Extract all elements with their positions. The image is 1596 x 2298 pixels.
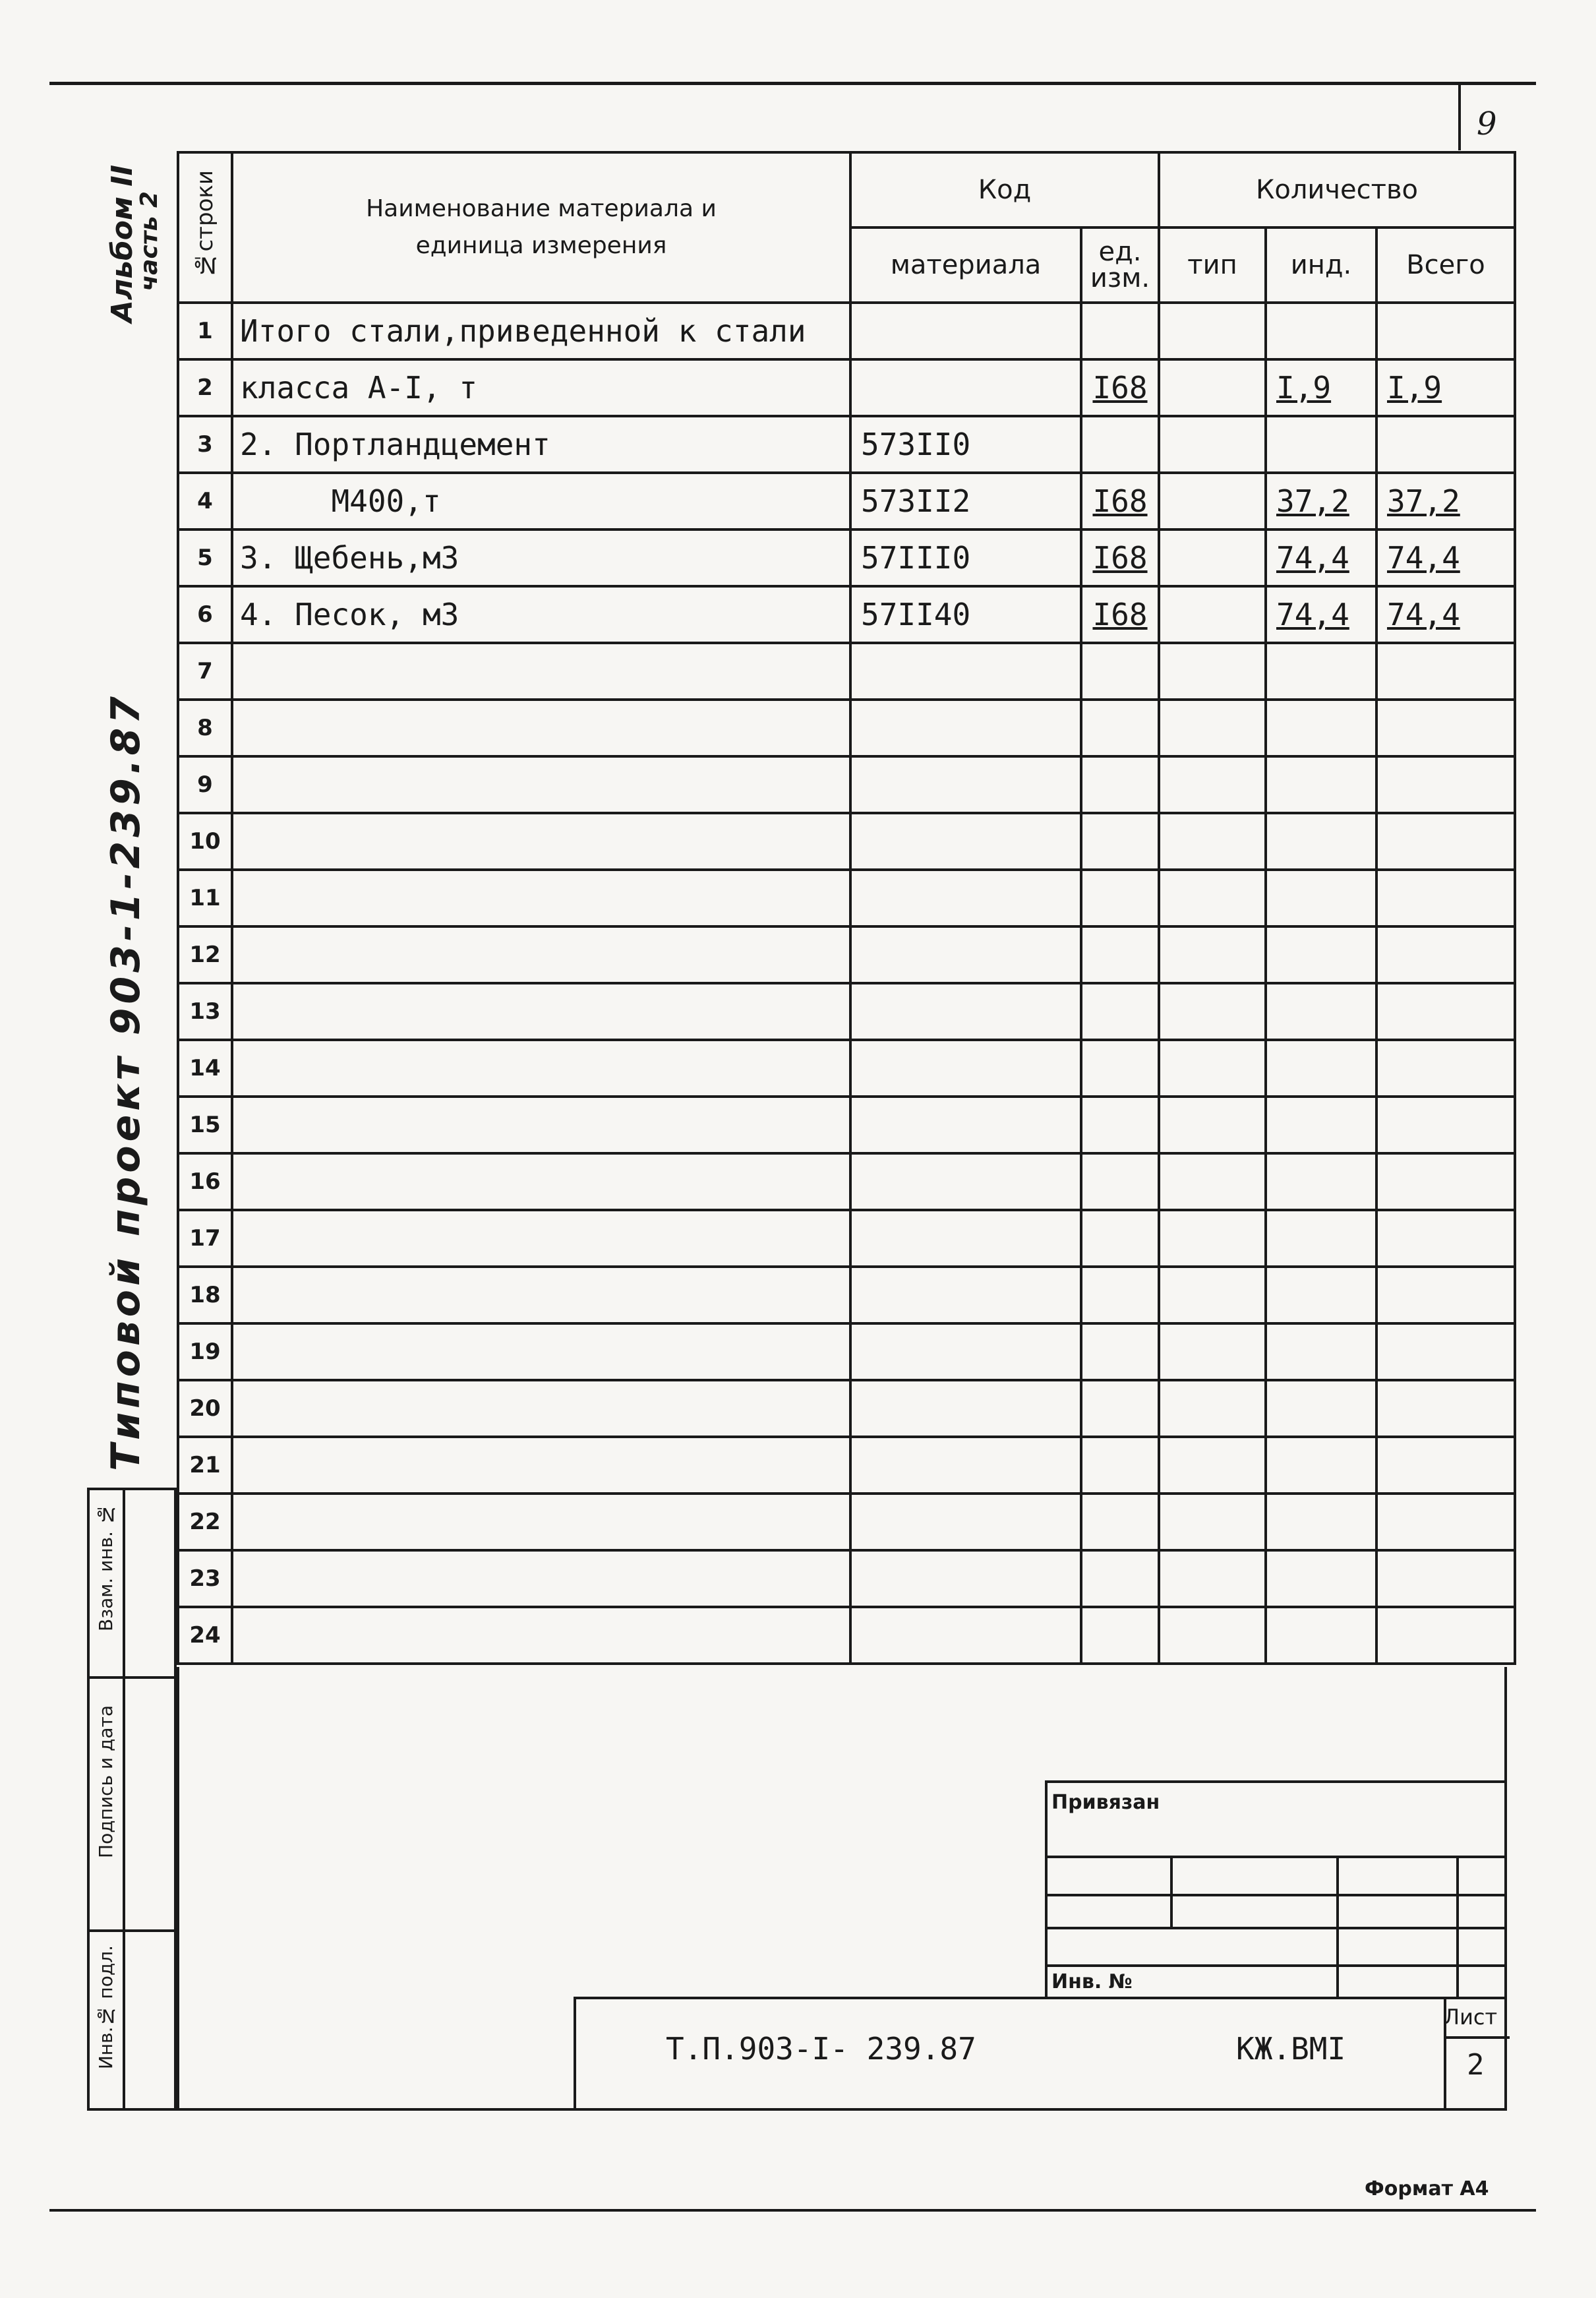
binding-col-3: [1456, 1856, 1459, 1999]
material-name-cell-text: класса А-I, т: [240, 370, 478, 406]
qty-type-cell: [1159, 1267, 1266, 1323]
row-number-cell-text: 23: [189, 1565, 221, 1592]
qty-ind-cell-text: 74,4: [1276, 597, 1349, 632]
material-code-cell: [850, 1267, 1081, 1323]
qty-total-cell: [1376, 926, 1515, 983]
table-row: [178, 1153, 1515, 1210]
material-name-cell: [232, 529, 850, 586]
row-number-header-label: №строки: [192, 170, 218, 278]
qty-type-header: тип: [1159, 227, 1266, 303]
unit-code-cell-text: I68: [1092, 483, 1148, 519]
row-number-cell-text: 13: [189, 998, 221, 1025]
unit-code-cell-text: I68: [1092, 597, 1148, 632]
unit-code-cell: [1081, 1153, 1159, 1210]
unit-code-cell: [1081, 473, 1159, 529]
qty-type-cell: [1159, 416, 1266, 473]
unit-code-cell: [1081, 1550, 1159, 1607]
row-number-cell-text: 10: [189, 828, 221, 855]
name-header: [232, 152, 850, 303]
unit-code-cell: [1081, 1323, 1159, 1380]
qty-type-cell: [1159, 643, 1266, 700]
row-number-cell: [178, 359, 232, 416]
table-row: [178, 416, 1515, 473]
unit-code-cell: [1081, 643, 1159, 700]
qty-total-cell: [1376, 700, 1515, 756]
qty-ind-cell: [1266, 700, 1376, 756]
material-name-cell: [232, 1550, 850, 1607]
material-code-cell: [850, 1097, 1081, 1153]
qty-ind-cell: [1266, 1153, 1376, 1210]
qty-total-cell: [1376, 1210, 1515, 1267]
qty-ind-cell-text: 74,4: [1276, 540, 1349, 576]
format-label: Формат А4: [1365, 2177, 1489, 2200]
approval-stamp: [87, 1488, 177, 2111]
row-number-cell: [178, 473, 232, 529]
unit-code-cell: [1081, 586, 1159, 643]
qty-ind-cell: [1266, 1040, 1376, 1097]
qty-total-header: Всего: [1376, 227, 1515, 303]
unit-code-cell: [1081, 813, 1159, 870]
binding-inv-label: Инв. №: [1051, 1970, 1133, 1993]
qty-ind-cell: [1266, 1550, 1376, 1607]
stamp-inv-original-label: Инв.№ подл.: [95, 1945, 117, 2070]
binding-box: [1045, 1780, 1507, 1997]
material-name-cell: [232, 359, 850, 416]
qty-type-cell: [1159, 1437, 1266, 1494]
row-number-cell: [178, 1494, 232, 1550]
table-row: [178, 643, 1515, 700]
row-number-cell-text: 4: [197, 488, 213, 514]
material-name-cell: [232, 1210, 850, 1267]
row-number-cell: [178, 926, 232, 983]
row-number-cell: [178, 1323, 232, 1380]
qty-total-cell: [1376, 1267, 1515, 1323]
unit-code-cell: [1081, 303, 1159, 359]
row-number-cell: [178, 586, 232, 643]
unit-code-cell: [1081, 926, 1159, 983]
material-name-cell: [232, 1267, 850, 1323]
page-number: 9: [1477, 106, 1497, 142]
material-code-cell: [850, 303, 1081, 359]
row-number-cell: [178, 1437, 232, 1494]
material-code-cell: [850, 529, 1081, 586]
row-number-cell-text: 21: [189, 1452, 221, 1478]
qty-ind-cell: [1266, 586, 1376, 643]
unit-code-cell: [1081, 1097, 1159, 1153]
qty-type-cell: [1159, 586, 1266, 643]
material-name-cell: [232, 586, 850, 643]
row-number-cell-text: 18: [189, 1282, 221, 1308]
material-name-cell: [232, 813, 850, 870]
binding-rule-1: [1048, 1856, 1507, 1858]
qty-total-cell: [1376, 1494, 1515, 1550]
material-code-cell: [850, 756, 1081, 813]
qty-ind-cell: [1266, 529, 1376, 586]
qty-ind-cell: [1266, 1097, 1376, 1153]
qty-total-cell: [1376, 359, 1515, 416]
material-code-cell: [850, 1607, 1081, 1664]
material-name-cell-text: 3. Щебень,м3: [240, 540, 459, 576]
qty-ind-cell-text: I,9: [1276, 370, 1332, 406]
table-row: [178, 870, 1515, 926]
stamp-inv-original: [90, 1932, 177, 2111]
qty-total-cell: [1376, 1153, 1515, 1210]
material-name-cell: [232, 1097, 850, 1153]
material-code-cell-text: 573II2: [861, 483, 971, 519]
table-row: [178, 700, 1515, 756]
stamp-signature-date: [90, 1679, 177, 1932]
qty-type-cell: [1159, 926, 1266, 983]
qty-total-cell: [1376, 416, 1515, 473]
material-code-cell: [850, 1380, 1081, 1437]
qty-type-cell: [1159, 1040, 1266, 1097]
quantity-group-header: Количество: [1159, 152, 1515, 227]
table-row: [178, 1210, 1515, 1267]
stamp-replaced-inv-label: Взам. инв. №: [95, 1503, 117, 1631]
material-name-cell: [232, 643, 850, 700]
margin-project-note: Типовой проект 903-1-239.87: [103, 692, 149, 1471]
binding-label: Привязан: [1051, 1791, 1160, 1814]
qty-total-cell: [1376, 473, 1515, 529]
qty-ind-cell: [1266, 1437, 1376, 1494]
row-number-cell-text: 1: [197, 318, 213, 344]
sheet-label: Лист: [1444, 2005, 1498, 2030]
material-name-cell: [232, 700, 850, 756]
unit-code-cell-text: I68: [1092, 540, 1148, 576]
row-number-cell: [178, 1040, 232, 1097]
table-row: [178, 303, 1515, 359]
table-row: [178, 1097, 1515, 1153]
qty-total-cell: [1376, 813, 1515, 870]
table-row: [178, 1437, 1515, 1494]
row-number-cell-text: 14: [189, 1055, 221, 1081]
table-row: [178, 926, 1515, 983]
row-number-cell: [178, 416, 232, 473]
material-code-cell-text: 573II0: [861, 427, 971, 462]
qty-total-cell: [1376, 1607, 1515, 1664]
material-name-cell-text: 4. Песок, м3: [240, 597, 459, 632]
qty-total-cell: [1376, 1437, 1515, 1494]
row-number-cell: [178, 1380, 232, 1437]
qty-ind-cell: [1266, 359, 1376, 416]
row-number-cell-text: 9: [197, 771, 213, 798]
qty-type-cell: [1159, 1097, 1266, 1153]
binding-col-2: [1336, 1856, 1339, 1999]
qty-total-cell: [1376, 1040, 1515, 1097]
qty-ind-cell: [1266, 1267, 1376, 1323]
page-number-divider: [1458, 82, 1461, 150]
row-number-cell-text: 12: [189, 942, 221, 968]
row-number-cell-text: 24: [189, 1622, 221, 1648]
qty-ind-cell-text: 37,2: [1276, 483, 1349, 519]
stamp-replaced-inv: [90, 1490, 177, 1679]
binding-rule-3: [1048, 1927, 1507, 1929]
table-row: [178, 473, 1515, 529]
document-code: Т.П.903-I- 239.87: [666, 2031, 976, 2067]
material-code-cell: [850, 926, 1081, 983]
material-code-cell-text: 57II40: [861, 597, 971, 632]
unit-code-cell: [1081, 359, 1159, 416]
row-number-cell: [178, 1153, 232, 1210]
material-code-cell: [850, 1153, 1081, 1210]
table-row: [178, 1323, 1515, 1380]
unit-code-cell: [1081, 1210, 1159, 1267]
material-code-cell: [850, 359, 1081, 416]
qty-ind-cell: [1266, 756, 1376, 813]
qty-ind-cell: [1266, 1380, 1376, 1437]
qty-total-cell-text: 74,4: [1387, 597, 1460, 632]
row-number-cell: [178, 1210, 232, 1267]
material-name-cell-text: Итого стали,приведенной к стали: [240, 313, 806, 349]
title-sheet-rule: [1444, 2036, 1510, 2039]
qty-type-cell: [1159, 1153, 1266, 1210]
qty-type-cell: [1159, 473, 1266, 529]
qty-type-cell: [1159, 813, 1266, 870]
unit-code-cell: [1081, 1267, 1159, 1323]
bottom-rule: [49, 2209, 1536, 2212]
qty-type-cell: [1159, 1607, 1266, 1664]
material-code-cell: [850, 1550, 1081, 1607]
unit-code-header: ед. изм.: [1081, 227, 1159, 303]
material-name-cell: [232, 926, 850, 983]
material-code-cell-text: 57III0: [861, 540, 971, 576]
row-number-cell-text: 22: [189, 1509, 221, 1535]
material-code-cell: [850, 1210, 1081, 1267]
qty-total-cell-text: I,9: [1387, 370, 1442, 406]
qty-type-cell: [1159, 983, 1266, 1040]
material-code-cell: [850, 983, 1081, 1040]
unit-code-cell: [1081, 700, 1159, 756]
row-number-cell-text: 8: [197, 715, 213, 741]
table-row: [178, 1494, 1515, 1550]
table-row: [178, 813, 1515, 870]
table-row: [178, 1550, 1515, 1607]
table-row: [178, 983, 1515, 1040]
qty-total-cell-text: 37,2: [1387, 483, 1460, 519]
code-group-header: Код: [850, 152, 1159, 227]
material-name-cell: [232, 870, 850, 926]
qty-type-cell: [1159, 359, 1266, 416]
qty-total-cell: [1376, 983, 1515, 1040]
material-code-cell: [850, 1323, 1081, 1380]
material-name-cell: [232, 473, 850, 529]
row-number-cell-text: 11: [189, 885, 221, 911]
qty-type-cell: [1159, 756, 1266, 813]
row-number-cell-text: 7: [197, 658, 213, 684]
row-number-cell: [178, 1550, 232, 1607]
qty-type-cell: [1159, 1323, 1266, 1380]
table-body: [178, 303, 1515, 1664]
table-row: [178, 1380, 1515, 1437]
qty-total-cell: [1376, 756, 1515, 813]
qty-type-cell: [1159, 1380, 1266, 1437]
material-code-cell: [850, 586, 1081, 643]
unit-code-cell: [1081, 870, 1159, 926]
row-number-cell: [178, 643, 232, 700]
qty-ind-cell: [1266, 1210, 1376, 1267]
qty-ind-cell: [1266, 643, 1376, 700]
row-number-cell: [178, 1267, 232, 1323]
document-mark: КЖ.ВМI: [1236, 2031, 1346, 2067]
qty-ind-cell: [1266, 473, 1376, 529]
row-number-cell: [178, 870, 232, 926]
qty-type-cell: [1159, 870, 1266, 926]
unit-code-cell: [1081, 1607, 1159, 1664]
table-row: [178, 1607, 1515, 1664]
qty-ind-cell: [1266, 416, 1376, 473]
row-number-cell: [178, 529, 232, 586]
material-name-cell: [232, 983, 850, 1040]
margin-part-note: часть 2: [136, 191, 163, 291]
material-name-cell: [232, 1607, 850, 1664]
row-number-cell: [178, 303, 232, 359]
material-code-cell: [850, 643, 1081, 700]
material-name-cell: [232, 1040, 850, 1097]
table-row: [178, 756, 1515, 813]
qty-ind-cell: [1266, 870, 1376, 926]
material-name-cell: [232, 1153, 850, 1210]
materials-table: [177, 151, 1516, 1665]
row-number-cell-text: 20: [189, 1395, 221, 1422]
material-name-cell: [232, 1380, 850, 1437]
row-number-cell: [178, 756, 232, 813]
material-code-cell: [850, 416, 1081, 473]
unit-code-cell: [1081, 1437, 1159, 1494]
row-number-cell-text: 16: [189, 1168, 221, 1195]
qty-type-cell: [1159, 700, 1266, 756]
material-code-cell: [850, 1437, 1081, 1494]
material-code-header: материала: [850, 227, 1081, 303]
qty-ind-header: инд.: [1266, 227, 1376, 303]
row-number-cell: [178, 1097, 232, 1153]
material-code-cell: [850, 1494, 1081, 1550]
material-name-cell: [232, 303, 850, 359]
material-name-cell: [232, 756, 850, 813]
table-row: [178, 1040, 1515, 1097]
qty-ind-cell: [1266, 1607, 1376, 1664]
qty-ind-cell: [1266, 983, 1376, 1040]
qty-ind-cell: [1266, 303, 1376, 359]
qty-total-cell: [1376, 1380, 1515, 1437]
table-row: [178, 1267, 1515, 1323]
qty-ind-cell: [1266, 813, 1376, 870]
binding-rule-4: [1048, 1964, 1507, 1967]
qty-total-cell: [1376, 586, 1515, 643]
row-number-cell: [178, 813, 232, 870]
row-number-cell: [178, 983, 232, 1040]
binding-col-1: [1170, 1856, 1173, 1929]
row-number-cell-text: 5: [197, 545, 213, 571]
qty-type-cell: [1159, 1550, 1266, 1607]
qty-total-cell: [1376, 870, 1515, 926]
material-code-cell: [850, 870, 1081, 926]
margin-album-note: Альбом II: [105, 165, 139, 323]
qty-type-cell: [1159, 1210, 1266, 1267]
material-name-cell-text: 2. Портландцемент: [240, 427, 550, 462]
unit-code-cell: [1081, 416, 1159, 473]
row-number-cell-text: 15: [189, 1112, 221, 1138]
qty-ind-cell: [1266, 1323, 1376, 1380]
material-code-cell: [850, 1040, 1081, 1097]
unit-code-cell: [1081, 1040, 1159, 1097]
qty-total-cell: [1376, 643, 1515, 700]
row-number-cell-text: 17: [189, 1225, 221, 1252]
row-number-cell-text: 3: [197, 431, 213, 458]
table-row: [178, 359, 1515, 416]
material-name-cell: [232, 1323, 850, 1380]
qty-ind-cell: [1266, 1494, 1376, 1550]
material-name-cell: [232, 1494, 850, 1550]
material-code-cell: [850, 473, 1081, 529]
material-name-cell: [232, 1437, 850, 1494]
qty-type-cell: [1159, 529, 1266, 586]
top-rule: [49, 82, 1536, 85]
material-code-cell: [850, 700, 1081, 756]
unit-code-cell-text: I68: [1092, 370, 1148, 406]
sheet-number: 2: [1467, 2048, 1485, 2082]
unit-code-cell: [1081, 756, 1159, 813]
qty-ind-cell: [1266, 926, 1376, 983]
qty-total-cell-text: 74,4: [1387, 540, 1460, 576]
table-row: [178, 529, 1515, 586]
unit-code-cell: [1081, 529, 1159, 586]
row-number-cell-text: 2: [197, 375, 213, 401]
row-number-cell: [178, 1607, 232, 1664]
unit-code-cell: [1081, 1380, 1159, 1437]
material-name-cell-text: М400,т: [240, 483, 441, 519]
material-name-cell: [232, 416, 850, 473]
unit-code-cell: [1081, 983, 1159, 1040]
qty-total-cell: [1376, 529, 1515, 586]
name-header-label: Наименование материала и единица измерения: [366, 195, 717, 259]
header-row-top: [178, 152, 1515, 227]
qty-type-cell: [1159, 1494, 1266, 1550]
stamp-signature-date-label: Подпись и дата: [95, 1705, 117, 1858]
qty-type-cell: [1159, 303, 1266, 359]
material-code-cell: [850, 813, 1081, 870]
stamp-divider: [123, 1490, 125, 2108]
qty-total-cell: [1376, 1550, 1515, 1607]
binding-rule-2: [1048, 1894, 1507, 1896]
row-number-header: [178, 152, 232, 303]
qty-total-cell: [1376, 303, 1515, 359]
table-row: [178, 586, 1515, 643]
qty-total-cell: [1376, 1097, 1515, 1153]
qty-total-cell: [1376, 1323, 1515, 1380]
row-number-cell: [178, 700, 232, 756]
unit-code-cell: [1081, 1494, 1159, 1550]
row-number-cell-text: 19: [189, 1339, 221, 1365]
row-number-cell-text: 6: [197, 601, 213, 628]
